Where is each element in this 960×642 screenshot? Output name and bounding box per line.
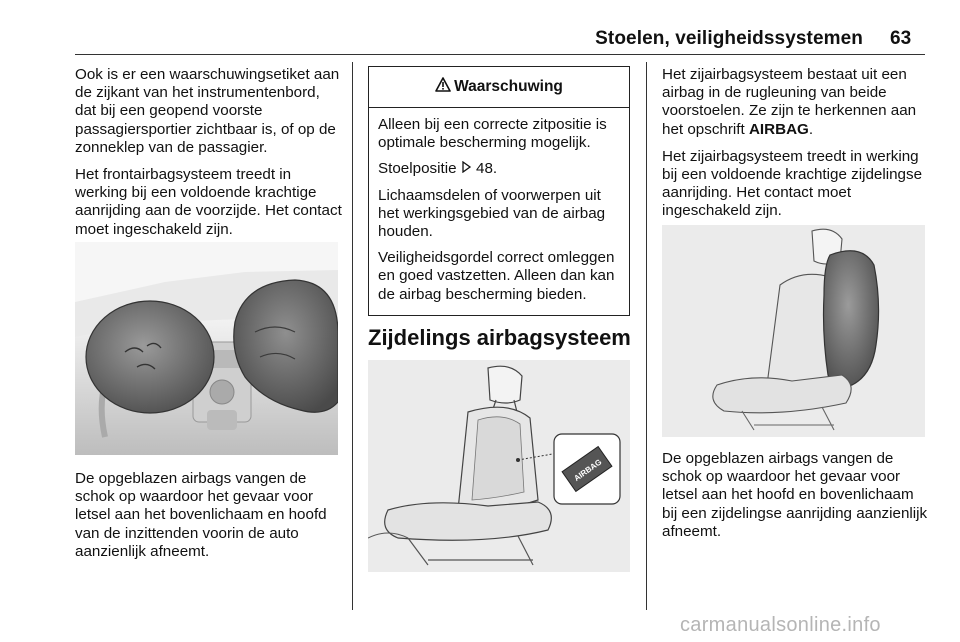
seat-label-drawing xyxy=(368,360,630,572)
paragraph xyxy=(662,66,928,139)
column-divider-2 xyxy=(646,62,647,610)
warning-box xyxy=(368,66,630,316)
page-reference-link[interactable]: 48. xyxy=(476,160,498,178)
column-1-intro xyxy=(75,66,343,248)
seat-position-reference xyxy=(378,160,621,178)
caption-text: De opgeblazen airbags vangen de schok op waardoor het gevaar voor letsel aan het bovenlichaam en hoofd van de inzittenden voorin de auto aanzienlijk afneemt. xyxy=(75,470,327,560)
warning-header xyxy=(369,67,629,108)
paragraph: Het frontairbagsysteem treedt in werking bij een voldoende krachtige aanrijding aan de voorzijde. Het contact moet ingeschakeld zijn. xyxy=(75,166,342,238)
warning-paragraph: Veiligheidsgordel correct omleggen en goed vastzetten. Alleen dan kan de airbag bescherming bieden. xyxy=(378,249,615,303)
warning-paragraph: Alleen bij een correcte zitpositie is optimale bescherming mogelijk. xyxy=(378,116,607,152)
paragraph: Ook is er een waarschuwingsetiket aan de zijkant van het instrumentenbord, dat bij een geopend voorste passagiersportier zichtbaar is, of op de zonneklep van de passagier. xyxy=(75,66,340,156)
watermark: carmanualsonline.info xyxy=(680,614,881,636)
airbag-label-text: AIRBAG xyxy=(572,457,604,483)
reference-text: Stoelpositie xyxy=(378,160,457,178)
side-airbag-deployed-illustration xyxy=(662,225,925,437)
column-divider-1 xyxy=(352,62,353,610)
front-airbag-drawing xyxy=(75,242,338,455)
caption-text: De opgeblazen airbags vangen de schok op waardoor het gevaar voor letsel aan het hoofd en bovenlichaam bij een zijdelingse aanrijding aanzienlijk afneemt. xyxy=(662,450,928,540)
side-airbag-seat-illustration xyxy=(368,360,630,572)
page-reference-icon xyxy=(461,160,476,177)
airbag-inscription: AIRBAG xyxy=(748,120,809,138)
warning-body xyxy=(369,108,629,304)
side-airbag-caption xyxy=(662,450,928,550)
warning-paragraph: Lichaamsdelen of voorwerpen uit het werkingsgebied van de airbag houden. xyxy=(378,186,606,241)
seat-side-airbag-drawing xyxy=(662,225,925,437)
paragraph-text: Het zijairbagsysteem bestaat uit een airbag in de rugleuning van beide voorstoelen. Ze zijn te herkennen aan het opschrift xyxy=(662,66,917,138)
front-airbag-illustration xyxy=(75,242,338,455)
warning-triangle-icon xyxy=(435,77,451,97)
header-rule xyxy=(75,54,925,55)
warning-title: Waarschuwing xyxy=(454,78,563,95)
page-title: Stoelen, veiligheidssystemen xyxy=(595,28,863,49)
column-3-text xyxy=(662,66,928,230)
section-heading: Zijdelings airbagsysteem xyxy=(368,325,631,350)
paragraph: Het zijairbagsysteem treedt in werking bij een voldoende krachtige zijdelingse aanrijding. Het contact moet ingeschakeld zijn. xyxy=(662,147,923,220)
front-airbag-caption xyxy=(75,470,345,570)
paragraph-end: . xyxy=(808,120,814,138)
page-number: 63 xyxy=(890,28,912,49)
